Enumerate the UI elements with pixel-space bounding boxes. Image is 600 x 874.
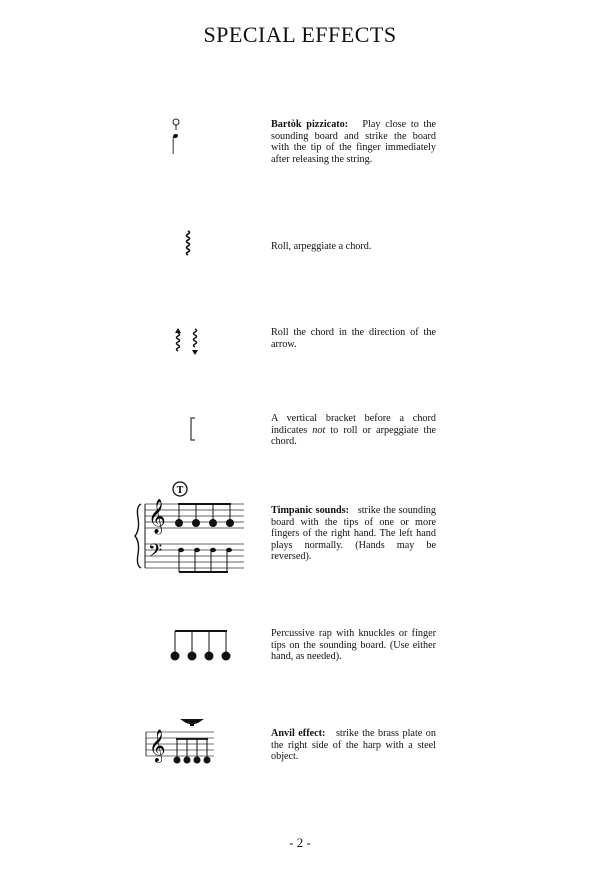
entry-description: Roll, arpeggiate a chord. <box>271 241 372 252</box>
entry-anvil-effect <box>271 728 436 763</box>
svg-text:𝄢: 𝄢 <box>148 541 163 566</box>
entry-roll-direction <box>271 327 436 350</box>
entry-description: Roll the chord in the direction of the arrow. <box>271 327 436 350</box>
svg-text:𝄞: 𝄞 <box>149 729 166 762</box>
entry-percussive-rap <box>271 628 436 663</box>
bartok-pizzicato-icon <box>170 118 184 160</box>
svg-text:𝄞: 𝄞 <box>148 499 166 534</box>
entry-term: Anvil effect: <box>271 728 326 739</box>
entry-description-end: to roll or arpeggiate the chord. <box>271 424 436 448</box>
anvil-staff-icon <box>142 718 242 768</box>
entry-term: Bartòk pizzicato: <box>271 119 349 130</box>
svg-text:T: T <box>176 485 184 496</box>
vertical-bracket-icon <box>189 417 197 441</box>
arpeggio-arrows-icon <box>174 328 210 356</box>
entry-bartok-pizzicato <box>271 119 436 165</box>
entry-description: A vertical bracket before a chord indicates <box>271 413 436 436</box>
entry-vertical-bracket <box>271 413 436 448</box>
entry-description: strike the sounding board with the tips of one or more fingers of the right hand. The left hand plays normally. (Hands may be reversed). <box>271 505 436 563</box>
timpanic-grand-staff-icon <box>134 480 246 580</box>
arpeggio-wavy-line-icon <box>184 230 192 258</box>
entry-description: Play close to the sounding board and strike the board with the tip of the finger immediately after releasing the string. <box>271 119 436 165</box>
entry-term: Timpanic sounds: <box>271 505 350 516</box>
page-title: SPECIAL EFFECTS <box>203 22 397 47</box>
emphasis-not: not <box>312 424 326 436</box>
entry-description: Percussive rap with knuckles or finger tips on the sounding board. (Use either hand, as needed). <box>271 628 436 663</box>
entry-description: strike the brass plate on the right side of the harp with a steel object. <box>271 728 436 763</box>
page-number: - 2 - <box>289 835 311 850</box>
entry-timpanic-sounds <box>271 505 436 563</box>
entry-roll <box>271 241 436 253</box>
percussive-rap-icon <box>170 630 232 664</box>
